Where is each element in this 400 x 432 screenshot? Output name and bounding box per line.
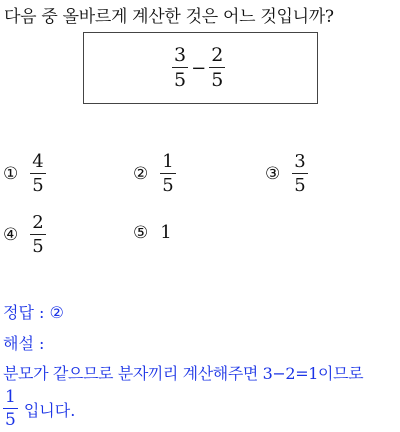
answer-label: 정답 : bbox=[3, 303, 45, 322]
choice-1-mark: ① bbox=[3, 164, 19, 184]
fraction-left-denominator: 5 bbox=[174, 69, 187, 91]
choice-1[interactable] bbox=[3, 153, 46, 195]
choice-4-fraction bbox=[30, 214, 45, 256]
fraction-right bbox=[209, 46, 225, 90]
explanation-text: 분모가 같으므로 분자끼리 계산해주면 3−2=1이므로 bbox=[3, 364, 364, 383]
question-text: 다음 중 올바르게 계산한 것은 어느 것입니까? bbox=[4, 7, 334, 27]
fraction-right-denominator: 5 bbox=[211, 69, 224, 91]
explanation-tail: 입니다. bbox=[23, 400, 76, 420]
fraction-left-numerator: 3 bbox=[174, 44, 187, 66]
choice-1-numerator: 4 bbox=[32, 151, 44, 172]
explanation-result bbox=[3, 389, 75, 429]
expression bbox=[172, 46, 225, 90]
choice-5-mark: ⑤ bbox=[133, 222, 149, 243]
choice-4-denominator: 5 bbox=[32, 236, 44, 257]
choice-5-value: 1 bbox=[160, 222, 172, 243]
choice-2[interactable] bbox=[133, 153, 176, 195]
fraction-left bbox=[172, 46, 188, 90]
choice-3-mark: ③ bbox=[265, 164, 281, 184]
choice-5[interactable] bbox=[133, 222, 172, 243]
answer-line bbox=[3, 300, 64, 323]
choice-2-numerator: 1 bbox=[162, 151, 174, 172]
minus-operator: − bbox=[191, 57, 207, 79]
choice-4-numerator: 2 bbox=[32, 212, 44, 233]
choice-2-denominator: 5 bbox=[162, 175, 174, 196]
choice-1-fraction bbox=[30, 153, 45, 195]
choice-2-fraction bbox=[160, 153, 175, 195]
fraction-right-numerator: 2 bbox=[211, 44, 224, 66]
explanation-result-fraction bbox=[3, 389, 18, 429]
choice-2-mark: ② bbox=[133, 164, 149, 184]
choice-4-mark: ④ bbox=[3, 225, 19, 245]
answer-mark: ② bbox=[49, 303, 64, 322]
choice-3[interactable] bbox=[265, 153, 308, 195]
choice-4[interactable] bbox=[3, 214, 46, 256]
explanation-result-denominator: 5 bbox=[5, 410, 16, 430]
choice-3-numerator: 3 bbox=[294, 151, 306, 172]
choice-3-fraction bbox=[292, 153, 307, 195]
choice-1-denominator: 5 bbox=[32, 175, 44, 196]
choice-3-denominator: 5 bbox=[294, 175, 306, 196]
explanation-label: 해설 : bbox=[3, 334, 45, 353]
explanation-result-numerator: 1 bbox=[5, 387, 16, 407]
